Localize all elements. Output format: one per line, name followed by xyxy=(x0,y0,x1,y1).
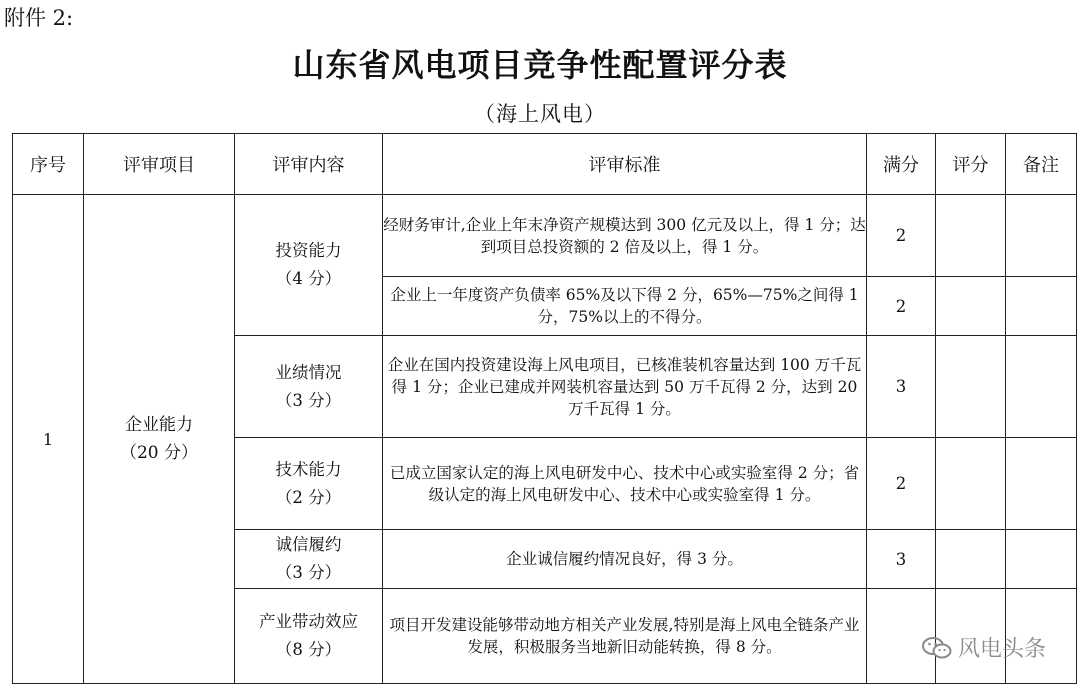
header-full-score: 满分 xyxy=(867,134,936,195)
remark-cell[interactable] xyxy=(1006,336,1077,438)
scoring-table xyxy=(12,133,1077,684)
group-item-points: （20 分） xyxy=(119,443,199,463)
group-number: 1 xyxy=(13,195,84,684)
score-cell[interactable] xyxy=(936,438,1006,530)
group-item-name: 企业能力 xyxy=(125,415,193,435)
content-name: 诚信履约 xyxy=(275,535,342,554)
content-points: （3 分） xyxy=(275,563,342,582)
full-score-cell: 3 xyxy=(867,530,936,589)
header-remark: 备注 xyxy=(1006,134,1077,195)
content-cell xyxy=(235,530,383,589)
header-no: 序号 xyxy=(13,134,84,195)
remark-cell[interactable] xyxy=(1006,438,1077,530)
score-cell[interactable] xyxy=(936,530,1006,589)
remark-cell[interactable] xyxy=(1006,530,1077,589)
remark-cell[interactable] xyxy=(1006,195,1077,277)
content-points: （2 分） xyxy=(275,487,342,507)
score-cell[interactable] xyxy=(936,195,1006,277)
criteria-cell: 项目开发建设能够带动地方相关产业发展,特别是海上风电全链条产业发展，积极服务当地新旧动能转换，得 8 分。 xyxy=(383,589,867,684)
group-item xyxy=(84,195,235,684)
full-score-cell: 2 xyxy=(867,438,936,530)
wechat-icon xyxy=(922,636,952,660)
content-points: （8 分） xyxy=(275,640,342,659)
remark-cell[interactable] xyxy=(1006,277,1077,336)
header-criteria: 评审标准 xyxy=(383,134,867,195)
content-cell xyxy=(235,589,383,684)
score-cell[interactable] xyxy=(936,336,1006,438)
score-cell[interactable] xyxy=(936,277,1006,336)
header-item: 评审项目 xyxy=(84,134,235,195)
content-name: 业绩情况 xyxy=(275,362,342,382)
criteria-cell: 经财务审计,企业上年末净资产规模达到 300 亿元及以上，得 1 分；达到项目总投资额的 2 倍及以上，得 1 分。 xyxy=(383,195,867,277)
criteria-cell: 企业上一年度资产负债率 65%及以下得 2 分，65%—75%之间得 1 分，75%以上的不得分。 xyxy=(383,277,867,336)
watermark xyxy=(922,632,1046,663)
content-points: （4 分） xyxy=(275,269,342,288)
content-points: （3 分） xyxy=(275,390,342,410)
content-name: 技术能力 xyxy=(275,459,342,479)
criteria-cell: 企业诚信履约情况良好，得 3 分。 xyxy=(383,530,867,589)
table-row xyxy=(13,195,1077,277)
watermark-text: 风电头条 xyxy=(957,637,1046,662)
attachment-label: 附件 2: xyxy=(4,6,74,30)
full-score-cell: 3 xyxy=(867,336,936,438)
content-cell xyxy=(235,195,383,336)
criteria-cell: 已成立国家认定的海上风电研发中心、技术中心或实验室得 2 分；省级认定的海上风电研发中心、技术中心或实验室得 1 分。 xyxy=(383,438,867,530)
content-name: 产业带动效应 xyxy=(259,612,358,631)
header-content: 评审内容 xyxy=(235,134,383,195)
header-score: 评分 xyxy=(936,134,1006,195)
document-title: 山东省风电项目竞争性配置评分表 xyxy=(292,46,788,84)
full-score-cell: 2 xyxy=(867,277,936,336)
full-score-cell: 2 xyxy=(867,195,936,277)
content-cell xyxy=(235,336,383,438)
table-header-row xyxy=(13,134,1077,195)
content-cell xyxy=(235,438,383,530)
content-name: 投资能力 xyxy=(275,241,342,260)
document-subtitle: （海上风电） xyxy=(474,102,606,126)
criteria-cell: 企业在国内投资建设海上风电项目，已核准装机容量达到 100 万千瓦得 1 分；企业已建成并网装机容量达到 50 万千瓦得 2 分，达到 20 万千瓦得 1 分。 xyxy=(383,336,867,438)
